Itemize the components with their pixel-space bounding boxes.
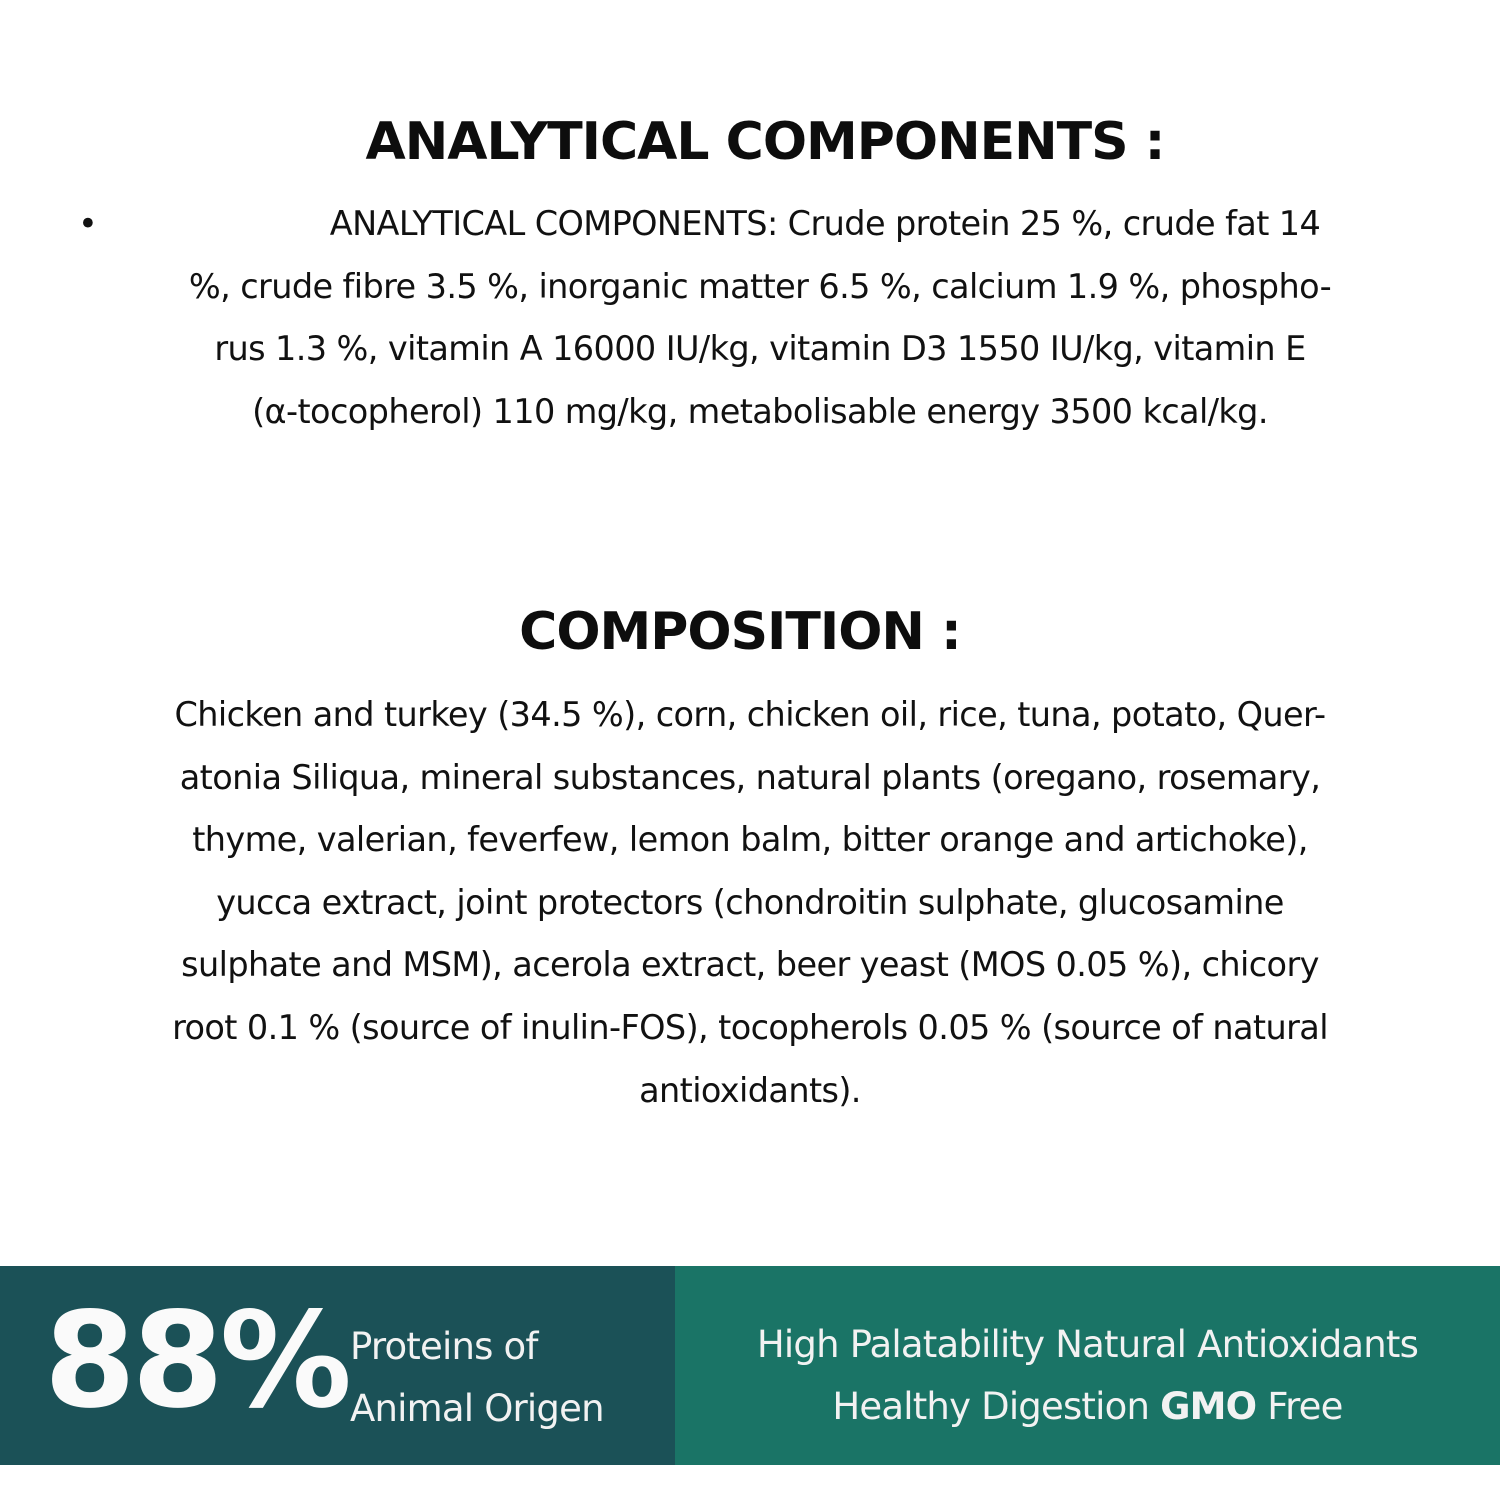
features-text-part: Healthy Digestion <box>832 1385 1161 1428</box>
composition-line: atonia Siliqua, mineral substances, natural plants (oregano, rosemary, <box>179 757 1321 797</box>
protein-label <box>350 1316 604 1440</box>
composition-line: sulphate and MSM), acerola extract, beer yeast (MOS 0.05 %), chicory <box>181 945 1319 985</box>
bullet-icon: • <box>78 204 98 243</box>
analytical-line: ANALYTICAL COMPONENTS: Crude protein 25 %, crude fat 14 <box>329 204 1321 243</box>
protein-label-line: Animal Origen <box>350 1387 604 1430</box>
protein-label-line: Proteins of <box>350 1325 538 1368</box>
features-line <box>675 1376 1500 1438</box>
protein-percentage: 88% <box>44 1284 348 1438</box>
features-text-part: Free <box>1256 1385 1343 1428</box>
gmo-bold-text: GMO <box>1160 1385 1257 1428</box>
analytical-components-paragraph <box>70 193 1450 443</box>
composition-paragraph <box>50 684 1450 1122</box>
protein-banner <box>0 1266 675 1465</box>
analytical-line: %, crude fibre 3.5 %, inorganic matter 6.5 %, calcium 1.9 %, phospho- <box>188 266 1332 306</box>
composition-line: root 0.1 % (source of inulin-FOS), tocopherols 0.05 % (source of natural <box>172 1007 1328 1047</box>
analytical-line: rus 1.3 %, vitamin A 16000 IU/kg, vitamin D3 1550 IU/kg, vitamin E <box>214 329 1306 369</box>
composition-line: thyme, valerian, feverfew, lemon balm, bitter orange and artichoke), <box>192 820 1308 860</box>
composition-heading: COMPOSITION : <box>519 602 961 662</box>
features-text <box>675 1314 1500 1438</box>
composition-line: antioxidants). <box>639 1070 861 1110</box>
features-line: High Palatability Natural Antioxidants <box>756 1323 1419 1366</box>
composition-line: Chicken and turkey (34.5 %), corn, chicken oil, rice, tuna, potato, Quer- <box>174 695 1326 734</box>
features-banner <box>675 1266 1500 1465</box>
analytical-components-heading: ANALYTICAL COMPONENTS : <box>365 112 1165 172</box>
composition-line: yucca extract, joint protectors (chondroitin sulphate, glucosamine <box>216 882 1284 922</box>
analytical-line: (α-tocopherol) 110 mg/kg, metabolisable energy 3500 kcal/kg. <box>252 391 1268 431</box>
